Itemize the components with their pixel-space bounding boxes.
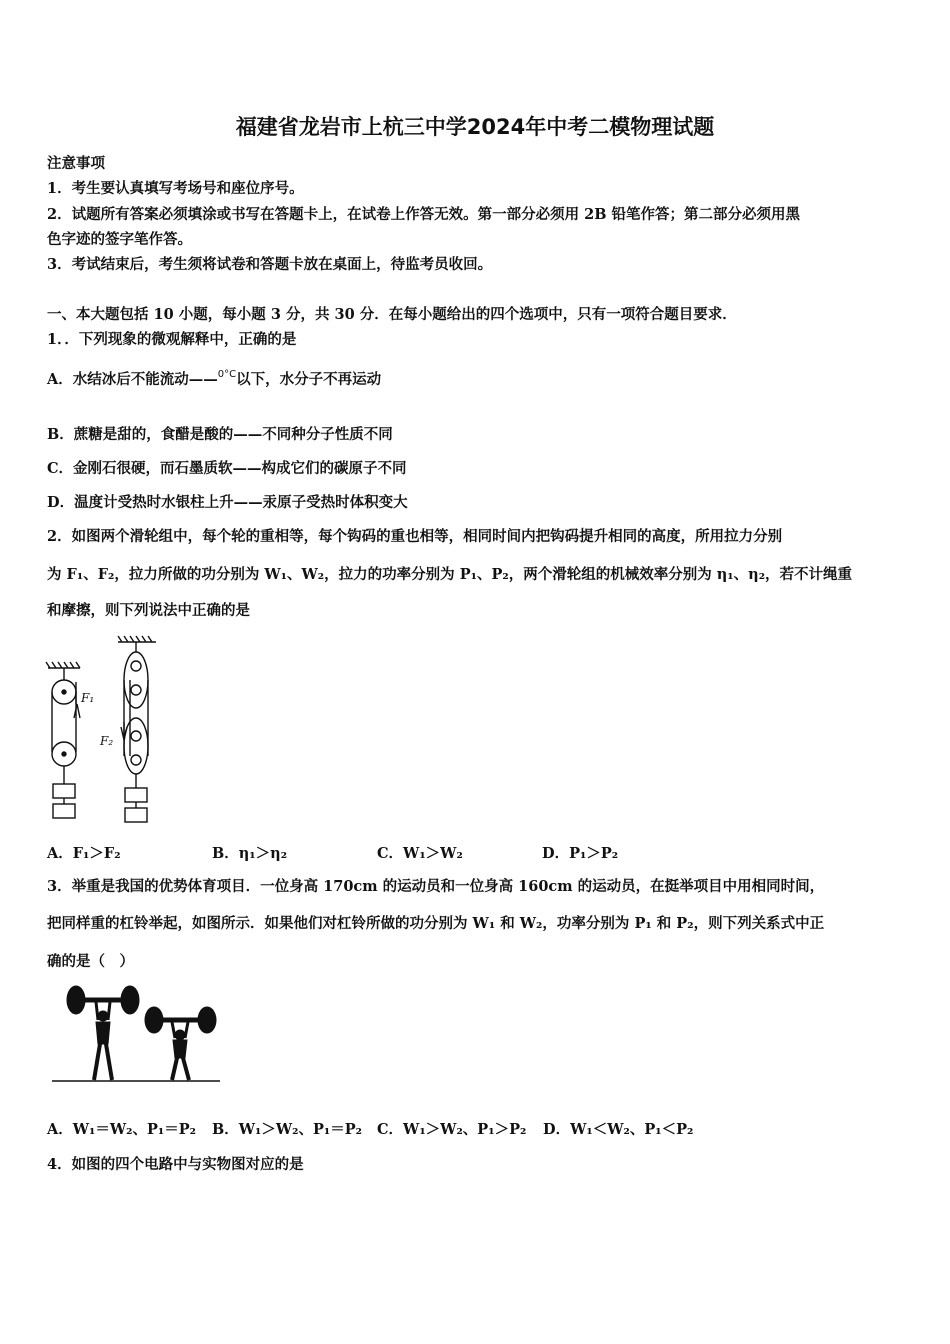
q3-stem-line3: 确的是（ ） — [47, 953, 134, 970]
q2-option-c: C．W₁＞W₂ — [377, 845, 463, 862]
notice-heading: 注意事项 — [47, 155, 105, 172]
pulley-diagram — [44, 632, 174, 827]
q1-option-a-post: 以下，水分子不再运动 — [236, 371, 382, 388]
weightlifters-illustration — [50, 980, 225, 1088]
section-heading: 一、本大题包括 10 小题，每小题 3 分，共 30 分．在每小题给出的四个选项中，只有一项符合题目要求． — [47, 306, 737, 323]
q3-option-c: C．W₁＞W₂、P₁＞P₂ — [377, 1121, 527, 1138]
q1-option-d: D．温度计受热时水银柱上升——汞原子受热时体积变大 — [47, 494, 408, 511]
pulley-system-1 — [46, 662, 80, 818]
notice-item-1: 1．考生要认真填写考场号和座位序号。 — [47, 180, 304, 197]
q2-option-b: B．η₁＞η₂ — [212, 845, 288, 862]
label-f1: F₁ — [81, 691, 95, 705]
q3-option-d: D．W₁＜W₂、P₁＜P₂ — [543, 1121, 694, 1138]
q1-stem: 1．．下列现象的微观解释中，正确的是 — [47, 331, 297, 348]
q1-option-c: C．金刚石很硬，而石墨质软——构成它们的碳原子不同 — [47, 460, 407, 477]
q3-stem-line1: 3．举重是我国的优势体育项目．一位身高 170cm 的运动员和一位身高 160cm 的运动员，在挺举项目中用相同时间， — [47, 878, 825, 895]
q2-option-d: D．P₁＞P₂ — [542, 845, 619, 862]
q2-option-a: A．F₁＞F₂ — [47, 845, 121, 862]
q2-stem-line3: 和摩擦，则下列说法中正确的是 — [47, 602, 250, 619]
q1-option-a-pre: A．水结冰后不能流动—— — [47, 371, 218, 388]
lifter-2 — [145, 1007, 216, 1080]
notice-item-2: 2．试题所有答案必须填涂或书写在答题卡上，在试卷上作答无效。第一部分必须用 2B 铅笔作答；第二部分必须用黑 — [47, 206, 801, 223]
page-title: 福建省龙岩市上杭三中学2024年中考二模物理试题 — [235, 115, 715, 139]
lifter-1 — [67, 986, 139, 1080]
q3-stem-line2: 把同样重的杠铃举起，如图所示．如果他们对杠铃所做的功分别为 W₁ 和 W₂，功率分别为 P₁ 和 P₂，则下列关系式中正 — [47, 915, 825, 932]
q1-option-b: B．蔗糖是甜的，食醋是酸的——不同种分子性质不同 — [47, 426, 393, 443]
q3-option-b: B．W₁＞W₂、P₁＝P₂ — [212, 1121, 363, 1138]
q2-options — [47, 842, 707, 863]
q1-option-a-temp: 0°C — [217, 369, 237, 380]
notice-item-3: 3．考试结束后，考生须将试卷和答题卡放在桌面上，待监考员收回。 — [47, 256, 493, 273]
q2-stem-line2: 为 F₁、F₂，拉力所做的功分别为 W₁、W₂，拉力的功率分别为 P₁、P₂，两个滑轮组的机械效率分别为 η₁、η₂，若不计绳重 — [47, 566, 853, 583]
q3-option-a: A．W₁＝W₂、P₁＝P₂ — [47, 1121, 197, 1138]
q1-option-a — [47, 368, 381, 389]
pulley-system-2 — [118, 636, 156, 822]
q2-stem-line1: 2．如图两个滑轮组中，每个轮的重相等，每个钩码的重也相等，相同时间内把钩码提升相同的高度，所用拉力分别 — [47, 528, 783, 545]
q4-stem: 4．如图的四个电路中与实物图对应的是 — [47, 1156, 304, 1173]
notice-item-2-cont: 色字迹的签字笔作答。 — [47, 231, 192, 248]
label-f2: F₂ — [100, 734, 114, 748]
q3-options — [47, 1118, 708, 1139]
